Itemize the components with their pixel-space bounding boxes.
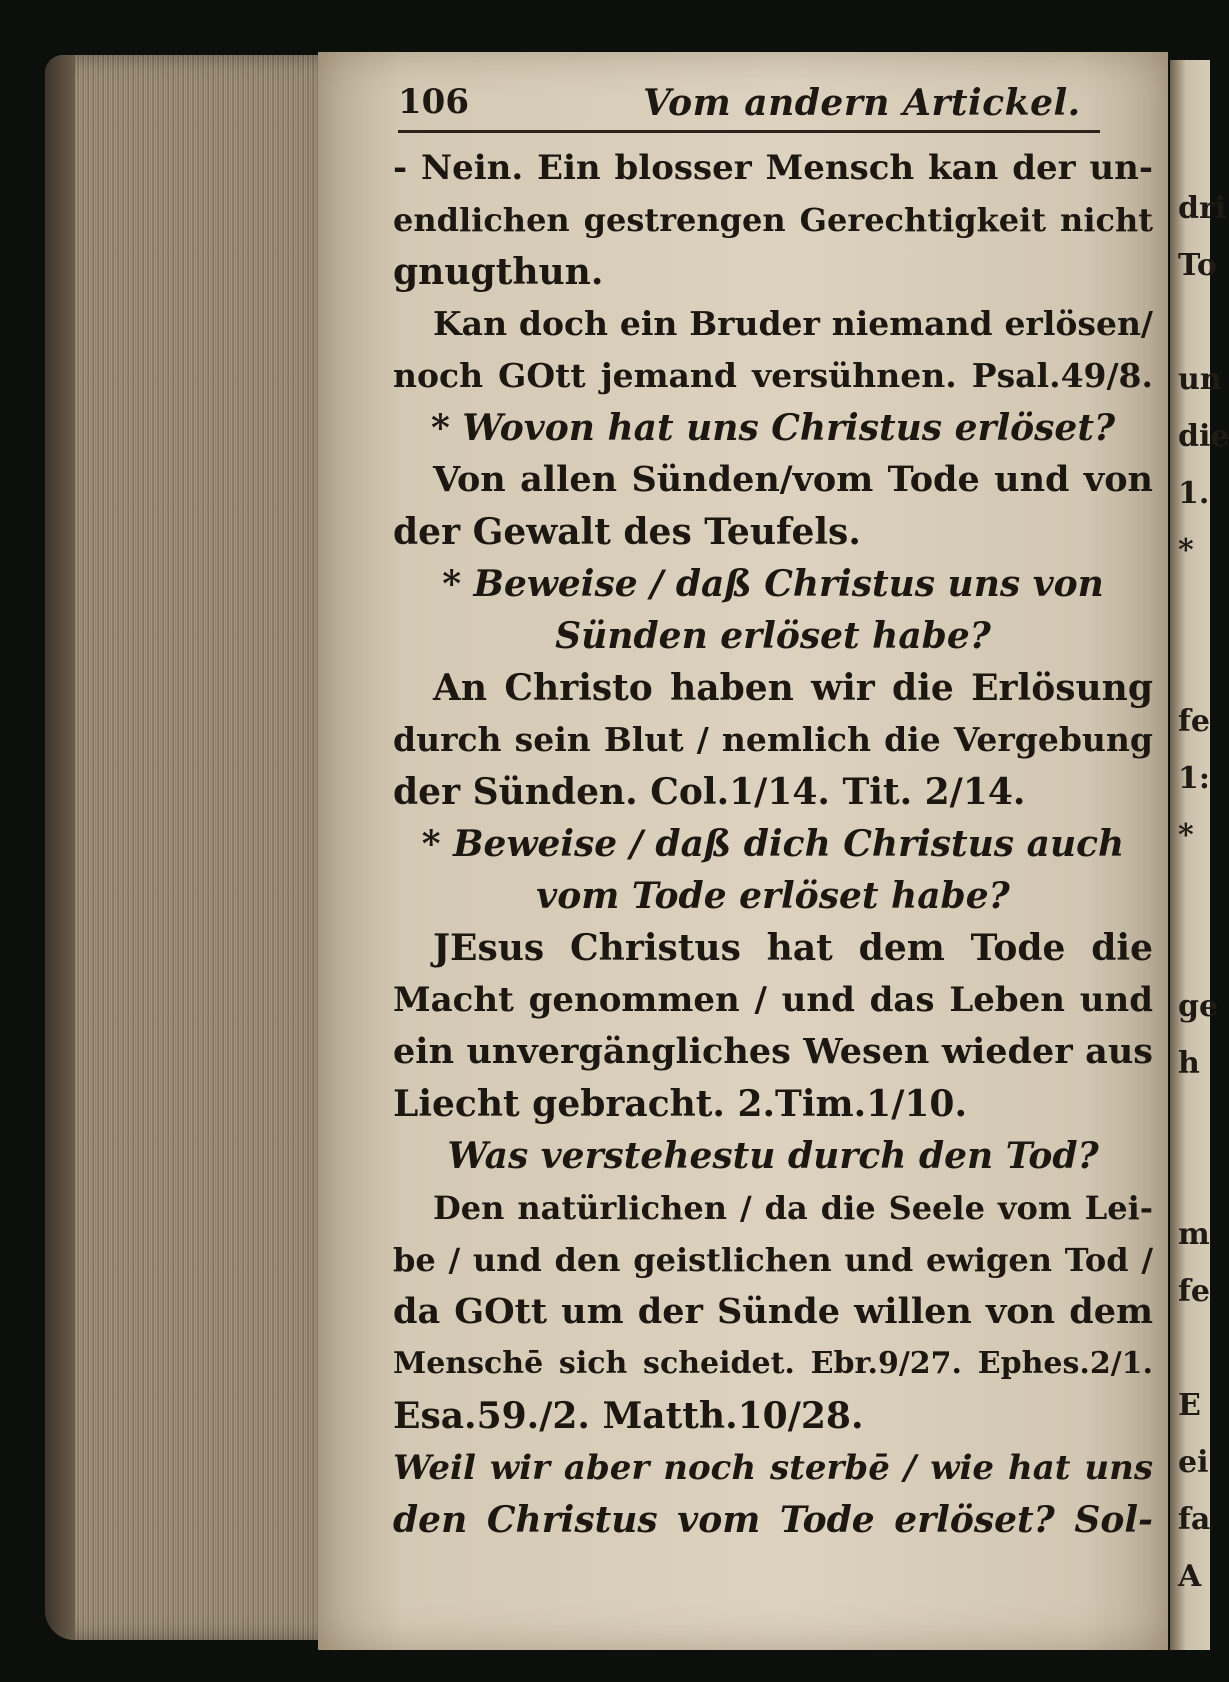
page-number: 106 [398, 82, 469, 122]
text-line: Macht genommen / und das Leben und [393, 980, 1153, 1020]
question-line: Sünden erlöset habe? [555, 615, 991, 657]
text-line: der Gewalt des Teufels. [393, 511, 861, 553]
text-line: Menschē sich scheidet. Ebr.9/27. Ephes.2/1. [393, 1346, 1153, 1381]
text-line: JEsus Christus hat dem Tode die [433, 927, 1153, 969]
running-head: Vom andern Artickel. [643, 82, 1081, 124]
text-line: Liecht gebracht. 2.Tim.1/10. [393, 1083, 967, 1125]
question-line: * Beweise / daß Christus uns von [442, 563, 1104, 605]
book-spine-shadow [45, 55, 75, 1640]
text-line: ein unvergängliches Wesen wieder aus [393, 1031, 1153, 1072]
text-line: - Nein. Ein blosser Mensch kan der un- [393, 148, 1153, 188]
text-line: be / und den geistlichen und ewigen Tod / [393, 1241, 1153, 1279]
text-line: noch GOtt jemand versühnen. Psal.49/8. [393, 356, 1153, 395]
text-line: Von allen Sünden/vom Tode und von [433, 459, 1153, 500]
text-line: endlichen gestrengen Gerechtigkeit nicht [393, 201, 1153, 239]
question-line: * Wovon hat uns Christus erlöset? [430, 407, 1116, 449]
question-line: vom Tode erlöset habe? [536, 875, 1010, 917]
question-line: * Beweise / daß dich Christus auch [421, 823, 1125, 865]
text-line: da GOtt um der Sünde willen von dem [393, 1291, 1153, 1332]
page-header [398, 82, 1100, 134]
text-line: An Christo haben wir die Erlösung [433, 667, 1153, 709]
header-rule [398, 130, 1100, 133]
question-line: Was verstehestu durch den Tod? [447, 1135, 1099, 1177]
question-line: den Christus vom Tode erlöset? Sol- [393, 1499, 1153, 1541]
book-fore-edge [45, 55, 330, 1640]
body-text [393, 140, 1153, 1640]
text-line: Den natürlichen / da die Seele vom Lei- [433, 1189, 1153, 1227]
text-line: durch sein Blut / nemlich die Vergebung [393, 720, 1153, 759]
text-line: Kan doch ein Bruder niemand erlösen/ [433, 304, 1153, 343]
text-line: Esa.59./2. Matth.10/28. [393, 1395, 864, 1437]
facing-page-text: dri To un die 1. * fe 1: * ge h m fe E ei fa A [1178, 191, 1229, 1594]
text-line: der Sünden. Col.1/14. Tit. 2/14. [393, 771, 1026, 813]
question-line: Weil wir aber noch sterbē / wie hat uns [393, 1448, 1153, 1488]
text-line: gnugthun. [393, 251, 604, 293]
